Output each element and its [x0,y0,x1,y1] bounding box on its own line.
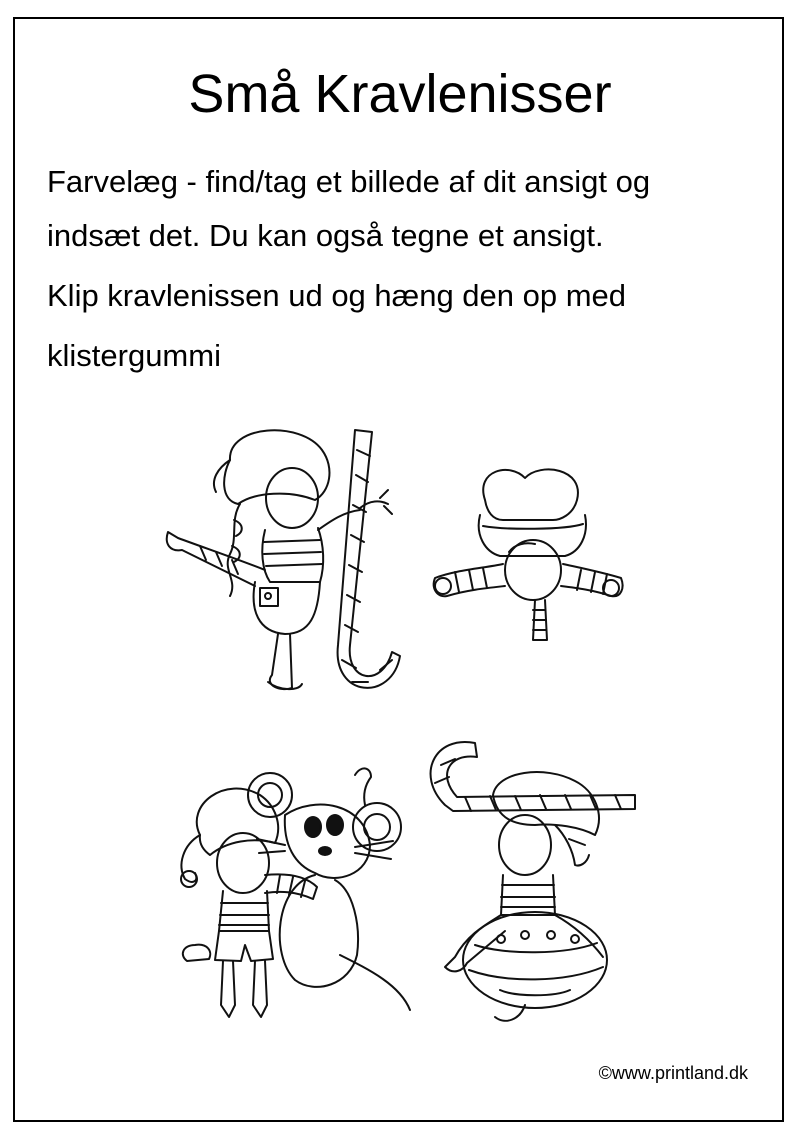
elf-hanging-on-candy-cane-icon [405,735,645,1030]
instruction-line-3: Klip kravlenissen ud og hæng den op med [47,278,627,313]
elf-upside-down-icon [425,460,630,645]
instruction-line-4: klistergummi [47,338,221,373]
elf-with-mouse-icon [165,755,415,1025]
elf-climbing-candy-cane-icon [160,420,410,700]
instruction-line-2: indsæt det. Du kan også tegne et ansigt. [47,218,604,253]
copyright-credit: ©www.printland.dk [598,1063,748,1083]
instruction-line-1: Farvelæg - find/tag et billede af dit ansigt og [47,164,651,199]
page-title: Små Kravlenisser [188,64,612,124]
